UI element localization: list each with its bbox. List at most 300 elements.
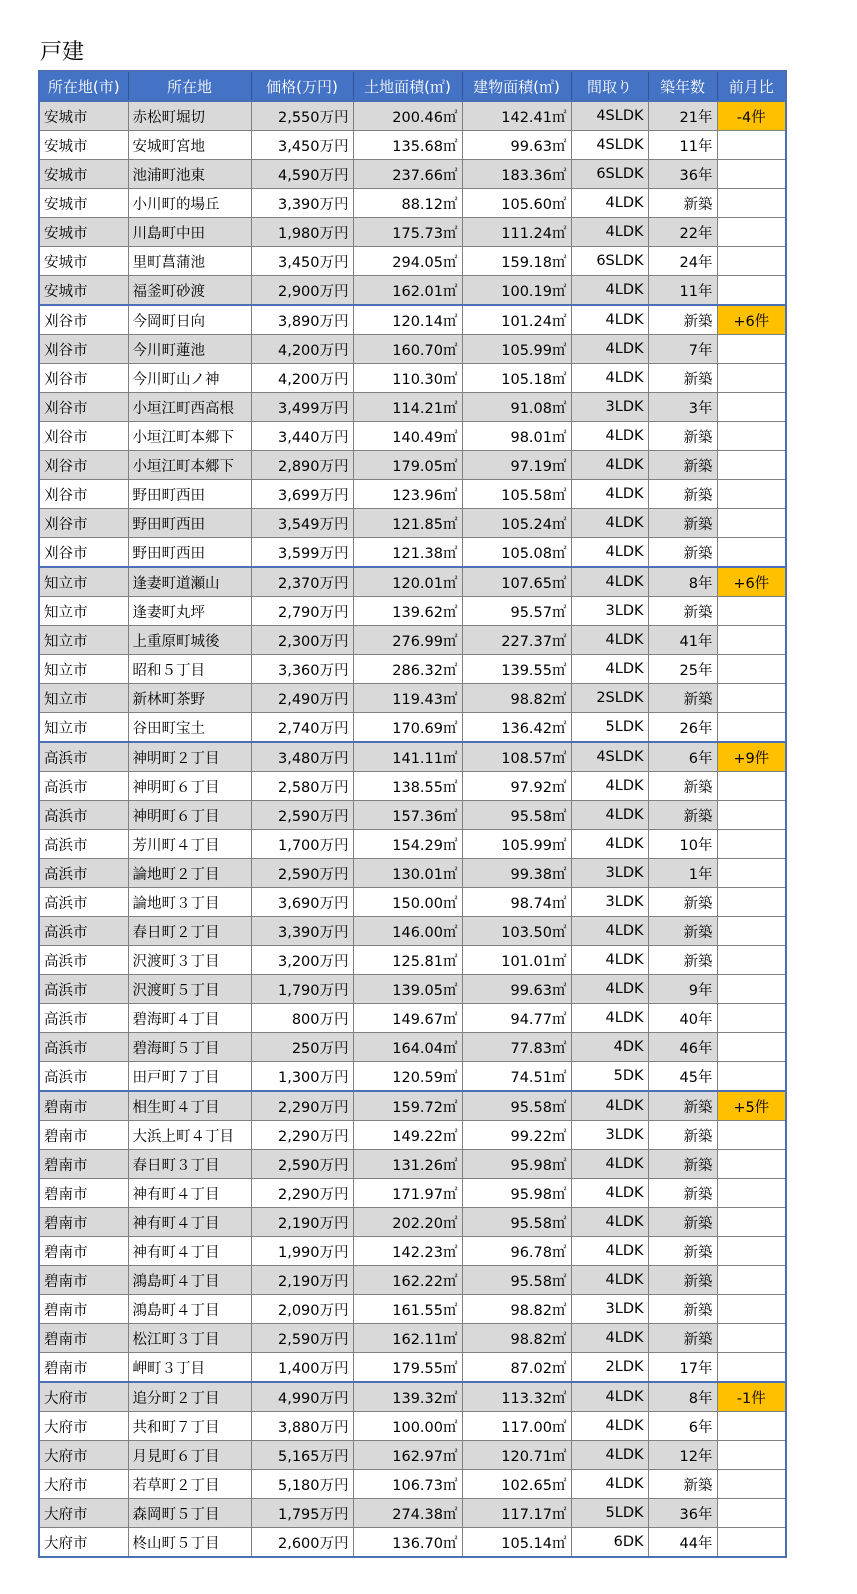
cell-address: 沢渡町５丁目	[128, 975, 251, 1004]
cell-age: 1年	[648, 859, 717, 888]
cell-age: 新築	[648, 305, 717, 335]
cell-building-area: 159.18㎡	[462, 247, 571, 276]
cell-price: 3,549万円	[251, 509, 353, 538]
cell-price: 2,900万円	[251, 276, 353, 306]
cell-change	[717, 218, 786, 247]
cell-change	[717, 597, 786, 626]
cell-building-area: 87.02㎡	[462, 1353, 571, 1383]
cell-city: 碧南市	[39, 1353, 128, 1383]
table-row	[39, 1121, 786, 1150]
cell-building-area: 98.74㎡	[462, 888, 571, 917]
table-row	[39, 1266, 786, 1295]
cell-building-area: 105.24㎡	[462, 509, 571, 538]
cell-floor-plan: 4LDK	[571, 1004, 648, 1033]
cell-land-area: 142.23㎡	[353, 1237, 462, 1266]
cell-address: 逢妻町丸坪	[128, 597, 251, 626]
cell-city: 刈谷市	[39, 480, 128, 509]
header-city: 所在地(市)	[39, 71, 128, 101]
cell-age: 新築	[648, 422, 717, 451]
cell-address: 逢妻町道瀬山	[128, 567, 251, 597]
cell-address: 柊山町５丁目	[128, 1528, 251, 1558]
cell-price: 2,580万円	[251, 772, 353, 801]
cell-change	[717, 1528, 786, 1558]
cell-city: 安城市	[39, 189, 128, 218]
cell-city: 安城市	[39, 101, 128, 131]
cell-land-area: 170.69㎡	[353, 713, 462, 743]
cell-land-area: 202.20㎡	[353, 1208, 462, 1237]
cell-floor-plan: 5LDK	[571, 1499, 648, 1528]
cell-floor-plan: 6DK	[571, 1528, 648, 1558]
cell-land-area: 179.05㎡	[353, 451, 462, 480]
cell-address: 新林町茶野	[128, 684, 251, 713]
cell-city: 高浜市	[39, 888, 128, 917]
table-row	[39, 888, 786, 917]
cell-building-area: 120.71㎡	[462, 1441, 571, 1470]
table-row	[39, 1470, 786, 1499]
cell-floor-plan: 4LDK	[571, 1091, 648, 1121]
cell-city: 碧南市	[39, 1208, 128, 1237]
cell-price: 2,550万円	[251, 101, 353, 131]
cell-building-area: 111.24㎡	[462, 218, 571, 247]
table-row	[39, 1382, 786, 1412]
cell-age: 新築	[648, 1295, 717, 1324]
cell-address: 岬町３丁目	[128, 1353, 251, 1383]
cell-age: 新築	[648, 772, 717, 801]
cell-city: 高浜市	[39, 1033, 128, 1062]
cell-age: 25年	[648, 655, 717, 684]
cell-land-area: 200.46㎡	[353, 101, 462, 131]
cell-building-area: 136.42㎡	[462, 713, 571, 743]
cell-building-area: 105.08㎡	[462, 538, 571, 568]
table-row	[39, 1441, 786, 1470]
table-row	[39, 160, 786, 189]
cell-land-area: 125.81㎡	[353, 946, 462, 975]
cell-address: 神有町４丁目	[128, 1208, 251, 1237]
cell-land-area: 135.68㎡	[353, 131, 462, 160]
table-row	[39, 859, 786, 888]
cell-building-area: 117.00㎡	[462, 1412, 571, 1441]
cell-address: 大浜上町４丁目	[128, 1121, 251, 1150]
table-row	[39, 655, 786, 684]
cell-floor-plan: 4LDK	[571, 1470, 648, 1499]
header-floor-plan: 間取り	[571, 71, 648, 101]
cell-address: 追分町２丁目	[128, 1382, 251, 1412]
cell-age: 12年	[648, 1441, 717, 1470]
cell-land-area: 274.38㎡	[353, 1499, 462, 1528]
cell-change	[717, 538, 786, 568]
cell-price: 4,200万円	[251, 364, 353, 393]
cell-address: 鴻島町４丁目	[128, 1295, 251, 1324]
cell-change	[717, 946, 786, 975]
cell-change	[717, 1266, 786, 1295]
cell-building-area: 107.65㎡	[462, 567, 571, 597]
cell-price: 250万円	[251, 1033, 353, 1062]
cell-land-area: 100.00㎡	[353, 1412, 462, 1441]
cell-building-area: 99.63㎡	[462, 975, 571, 1004]
cell-age: 新築	[648, 509, 717, 538]
cell-land-area: 179.55㎡	[353, 1353, 462, 1383]
cell-land-area: 121.85㎡	[353, 509, 462, 538]
cell-price: 4,990万円	[251, 1382, 353, 1412]
cell-price: 1,400万円	[251, 1353, 353, 1383]
cell-age: 24年	[648, 247, 717, 276]
cell-city: 高浜市	[39, 975, 128, 1004]
cell-age: 46年	[648, 1033, 717, 1062]
cell-price: 4,590万円	[251, 160, 353, 189]
cell-price: 800万円	[251, 1004, 353, 1033]
cell-address: 昭和５丁目	[128, 655, 251, 684]
cell-change	[717, 1470, 786, 1499]
cell-age: 新築	[648, 801, 717, 830]
cell-change	[717, 1062, 786, 1092]
table-row	[39, 538, 786, 568]
cell-building-area: 99.22㎡	[462, 1121, 571, 1150]
cell-floor-plan: 4SLDK	[571, 101, 648, 131]
cell-age: 新築	[648, 597, 717, 626]
cell-city: 大府市	[39, 1499, 128, 1528]
cell-city: 刈谷市	[39, 422, 128, 451]
cell-address: 神有町４丁目	[128, 1179, 251, 1208]
cell-land-area: 120.59㎡	[353, 1062, 462, 1092]
cell-floor-plan: 4LDK	[571, 422, 648, 451]
cell-change	[717, 1208, 786, 1237]
cell-address: 神明町６丁目	[128, 801, 251, 830]
cell-address: 小垣江町本郷下	[128, 422, 251, 451]
cell-change	[717, 335, 786, 364]
cell-age: 新築	[648, 946, 717, 975]
cell-age: 新築	[648, 538, 717, 568]
cell-land-area: 106.73㎡	[353, 1470, 462, 1499]
cell-price: 3,890万円	[251, 305, 353, 335]
cell-city: 高浜市	[39, 742, 128, 772]
cell-price: 2,290万円	[251, 1091, 353, 1121]
cell-land-area: 157.36㎡	[353, 801, 462, 830]
table-row	[39, 189, 786, 218]
cell-age: 26年	[648, 713, 717, 743]
cell-age: 40年	[648, 1004, 717, 1033]
table-row	[39, 1150, 786, 1179]
cell-land-area: 162.11㎡	[353, 1324, 462, 1353]
cell-floor-plan: 4DK	[571, 1033, 648, 1062]
cell-city: 碧南市	[39, 1237, 128, 1266]
cell-building-area: 91.08㎡	[462, 393, 571, 422]
cell-floor-plan: 3LDK	[571, 859, 648, 888]
cell-floor-plan: 4LDK	[571, 189, 648, 218]
table-row	[39, 742, 786, 772]
cell-change	[717, 1150, 786, 1179]
cell-floor-plan: 4LDK	[571, 626, 648, 655]
table-row	[39, 801, 786, 830]
cell-address: 野田町西田	[128, 509, 251, 538]
cell-change	[717, 422, 786, 451]
header-building-area: 建物面積(㎡)	[462, 71, 571, 101]
cell-address: 共和町７丁目	[128, 1412, 251, 1441]
cell-address: 福釜町砂渡	[128, 276, 251, 306]
cell-age: 新築	[648, 1179, 717, 1208]
cell-land-area: 175.73㎡	[353, 218, 462, 247]
table-row	[39, 1062, 786, 1092]
cell-building-area: 95.58㎡	[462, 1091, 571, 1121]
cell-city: 知立市	[39, 567, 128, 597]
cell-city: 大府市	[39, 1441, 128, 1470]
cell-floor-plan: 4LDK	[571, 1382, 648, 1412]
cell-floor-plan: 4LDK	[571, 276, 648, 306]
cell-land-area: 140.49㎡	[353, 422, 462, 451]
cell-floor-plan: 4LDK	[571, 538, 648, 568]
cell-building-area: 183.36㎡	[462, 160, 571, 189]
cell-land-area: 110.30㎡	[353, 364, 462, 393]
cell-price: 1,790万円	[251, 975, 353, 1004]
cell-price: 2,590万円	[251, 1150, 353, 1179]
cell-floor-plan: 4LDK	[571, 1324, 648, 1353]
cell-price: 2,290万円	[251, 1121, 353, 1150]
header-address: 所在地	[128, 71, 251, 101]
cell-city: 高浜市	[39, 772, 128, 801]
cell-building-area: 102.65㎡	[462, 1470, 571, 1499]
cell-age: 新築	[648, 451, 717, 480]
cell-age: 新築	[648, 1237, 717, 1266]
header-age: 築年数	[648, 71, 717, 101]
cell-city: 碧南市	[39, 1179, 128, 1208]
cell-land-area: 162.01㎡	[353, 276, 462, 306]
cell-floor-plan: 4LDK	[571, 946, 648, 975]
cell-address: 赤松町堀切	[128, 101, 251, 131]
cell-address: 松江町３丁目	[128, 1324, 251, 1353]
cell-address: 若草町２丁目	[128, 1470, 251, 1499]
table-row	[39, 684, 786, 713]
cell-building-area: 105.14㎡	[462, 1528, 571, 1558]
cell-age: 新築	[648, 364, 717, 393]
cell-floor-plan: 4LDK	[571, 917, 648, 946]
cell-change	[717, 1295, 786, 1324]
cell-price: 4,200万円	[251, 335, 353, 364]
cell-city: 安城市	[39, 218, 128, 247]
cell-price: 5,165万円	[251, 1441, 353, 1470]
cell-address: 神有町４丁目	[128, 1237, 251, 1266]
cell-price: 2,190万円	[251, 1266, 353, 1295]
cell-city: 安城市	[39, 131, 128, 160]
cell-land-area: 121.38㎡	[353, 538, 462, 568]
cell-price: 1,300万円	[251, 1062, 353, 1092]
cell-land-area: 138.55㎡	[353, 772, 462, 801]
cell-change	[717, 1324, 786, 1353]
cell-price: 3,450万円	[251, 247, 353, 276]
cell-address: 論地町３丁目	[128, 888, 251, 917]
cell-land-area: 162.97㎡	[353, 1441, 462, 1470]
cell-change	[717, 626, 786, 655]
table-row	[39, 1033, 786, 1062]
table-row	[39, 101, 786, 131]
cell-land-area: 154.29㎡	[353, 830, 462, 859]
cell-land-area: 119.43㎡	[353, 684, 462, 713]
cell-change	[717, 1441, 786, 1470]
cell-price: 2,490万円	[251, 684, 353, 713]
cell-floor-plan: 4LDK	[571, 218, 648, 247]
cell-age: 新築	[648, 189, 717, 218]
cell-change: +5件	[717, 1091, 786, 1121]
cell-floor-plan: 4LDK	[571, 1266, 648, 1295]
cell-floor-plan: 5LDK	[571, 713, 648, 743]
cell-age: 新築	[648, 480, 717, 509]
cell-city: 高浜市	[39, 917, 128, 946]
cell-floor-plan: 4LDK	[571, 1208, 648, 1237]
table-row	[39, 626, 786, 655]
cell-city: 大府市	[39, 1412, 128, 1441]
table-row	[39, 597, 786, 626]
cell-price: 3,390万円	[251, 917, 353, 946]
cell-city: 高浜市	[39, 946, 128, 975]
table-row	[39, 917, 786, 946]
header-change: 前月比	[717, 71, 786, 101]
cell-change	[717, 247, 786, 276]
cell-building-area: 105.60㎡	[462, 189, 571, 218]
cell-change	[717, 772, 786, 801]
cell-city: 刈谷市	[39, 364, 128, 393]
cell-change	[717, 859, 786, 888]
cell-floor-plan: 4LDK	[571, 801, 648, 830]
table-row	[39, 713, 786, 743]
cell-address: 田戸町７丁目	[128, 1062, 251, 1092]
cell-age: 新築	[648, 1470, 717, 1499]
cell-land-area: 114.21㎡	[353, 393, 462, 422]
cell-age: 7年	[648, 335, 717, 364]
table-row	[39, 247, 786, 276]
cell-address: 沢渡町３丁目	[128, 946, 251, 975]
cell-building-area: 98.01㎡	[462, 422, 571, 451]
cell-city: 知立市	[39, 655, 128, 684]
cell-city: 高浜市	[39, 1004, 128, 1033]
cell-age: 17年	[648, 1353, 717, 1383]
listing-table	[38, 70, 787, 1558]
cell-address: 春日町２丁目	[128, 917, 251, 946]
cell-age: 新築	[648, 1091, 717, 1121]
cell-price: 2,290万円	[251, 1179, 353, 1208]
cell-building-area: 95.58㎡	[462, 801, 571, 830]
cell-land-area: 130.01㎡	[353, 859, 462, 888]
cell-floor-plan: 4LDK	[571, 1412, 648, 1441]
cell-change	[717, 684, 786, 713]
cell-land-area: 88.12㎡	[353, 189, 462, 218]
cell-price: 3,499万円	[251, 393, 353, 422]
table-row	[39, 567, 786, 597]
cell-floor-plan: 4LDK	[571, 1441, 648, 1470]
cell-building-area: 98.82㎡	[462, 1324, 571, 1353]
cell-change	[717, 509, 786, 538]
cell-floor-plan: 4LDK	[571, 1150, 648, 1179]
cell-city: 安城市	[39, 247, 128, 276]
cell-land-area: 139.32㎡	[353, 1382, 462, 1412]
cell-address: 月見町６丁目	[128, 1441, 251, 1470]
cell-address: 論地町２丁目	[128, 859, 251, 888]
cell-building-area: 103.50㎡	[462, 917, 571, 946]
cell-city: 知立市	[39, 684, 128, 713]
cell-age: 新築	[648, 888, 717, 917]
cell-building-area: 139.55㎡	[462, 655, 571, 684]
table-row	[39, 946, 786, 975]
table-row	[39, 276, 786, 306]
cell-city: 知立市	[39, 713, 128, 743]
cell-city: 安城市	[39, 160, 128, 189]
cell-address: 今岡町日向	[128, 305, 251, 335]
cell-land-area: 123.96㎡	[353, 480, 462, 509]
cell-address: 谷田町宝土	[128, 713, 251, 743]
cell-change	[717, 830, 786, 859]
cell-city: 碧南市	[39, 1295, 128, 1324]
cell-building-area: 95.98㎡	[462, 1150, 571, 1179]
cell-age: 11年	[648, 276, 717, 306]
cell-floor-plan: 4SLDK	[571, 131, 648, 160]
cell-age: 45年	[648, 1062, 717, 1092]
cell-land-area: 276.99㎡	[353, 626, 462, 655]
cell-floor-plan: 3LDK	[571, 1295, 648, 1324]
table-row	[39, 1324, 786, 1353]
cell-price: 3,450万円	[251, 131, 353, 160]
cell-change: -1件	[717, 1382, 786, 1412]
header-row	[39, 71, 786, 101]
cell-change	[717, 801, 786, 830]
cell-city: 高浜市	[39, 1062, 128, 1092]
cell-change	[717, 393, 786, 422]
cell-city: 高浜市	[39, 801, 128, 830]
cell-building-area: 105.58㎡	[462, 480, 571, 509]
cell-age: 41年	[648, 626, 717, 655]
cell-land-area: 149.22㎡	[353, 1121, 462, 1150]
table-row	[39, 305, 786, 335]
cell-price: 2,300万円	[251, 626, 353, 655]
cell-floor-plan: 4LDK	[571, 830, 648, 859]
cell-change: +6件	[717, 305, 786, 335]
cell-building-area: 77.83㎡	[462, 1033, 571, 1062]
cell-address: 神明町２丁目	[128, 742, 251, 772]
cell-land-area: 150.00㎡	[353, 888, 462, 917]
table-row	[39, 1528, 786, 1558]
cell-land-area: 286.32㎡	[353, 655, 462, 684]
cell-price: 2,090万円	[251, 1295, 353, 1324]
cell-building-area: 94.77㎡	[462, 1004, 571, 1033]
cell-price: 1,980万円	[251, 218, 353, 247]
cell-price: 1,700万円	[251, 830, 353, 859]
table-row	[39, 1412, 786, 1441]
cell-age: 6年	[648, 1412, 717, 1441]
cell-change	[717, 1033, 786, 1062]
cell-price: 3,440万円	[251, 422, 353, 451]
table-row	[39, 1179, 786, 1208]
cell-city: 碧南市	[39, 1266, 128, 1295]
cell-change: -4件	[717, 101, 786, 131]
cell-city: 高浜市	[39, 859, 128, 888]
page-title: 戸建	[40, 40, 85, 65]
cell-building-area: 101.01㎡	[462, 946, 571, 975]
cell-age: 11年	[648, 131, 717, 160]
table-row	[39, 1237, 786, 1266]
cell-age: 8年	[648, 567, 717, 597]
cell-age: 新築	[648, 1121, 717, 1150]
table-row	[39, 393, 786, 422]
cell-floor-plan: 4LDK	[571, 1237, 648, 1266]
cell-land-area: 294.05㎡	[353, 247, 462, 276]
cell-change	[717, 1499, 786, 1528]
table-row	[39, 364, 786, 393]
cell-land-area: 120.01㎡	[353, 567, 462, 597]
cell-address: 碧海町４丁目	[128, 1004, 251, 1033]
cell-land-area: 139.62㎡	[353, 597, 462, 626]
cell-floor-plan: 4LDK	[571, 1179, 648, 1208]
cell-city: 碧南市	[39, 1324, 128, 1353]
cell-building-area: 95.58㎡	[462, 1208, 571, 1237]
cell-building-area: 101.24㎡	[462, 305, 571, 335]
cell-floor-plan: 3LDK	[571, 597, 648, 626]
cell-floor-plan: 4LDK	[571, 335, 648, 364]
